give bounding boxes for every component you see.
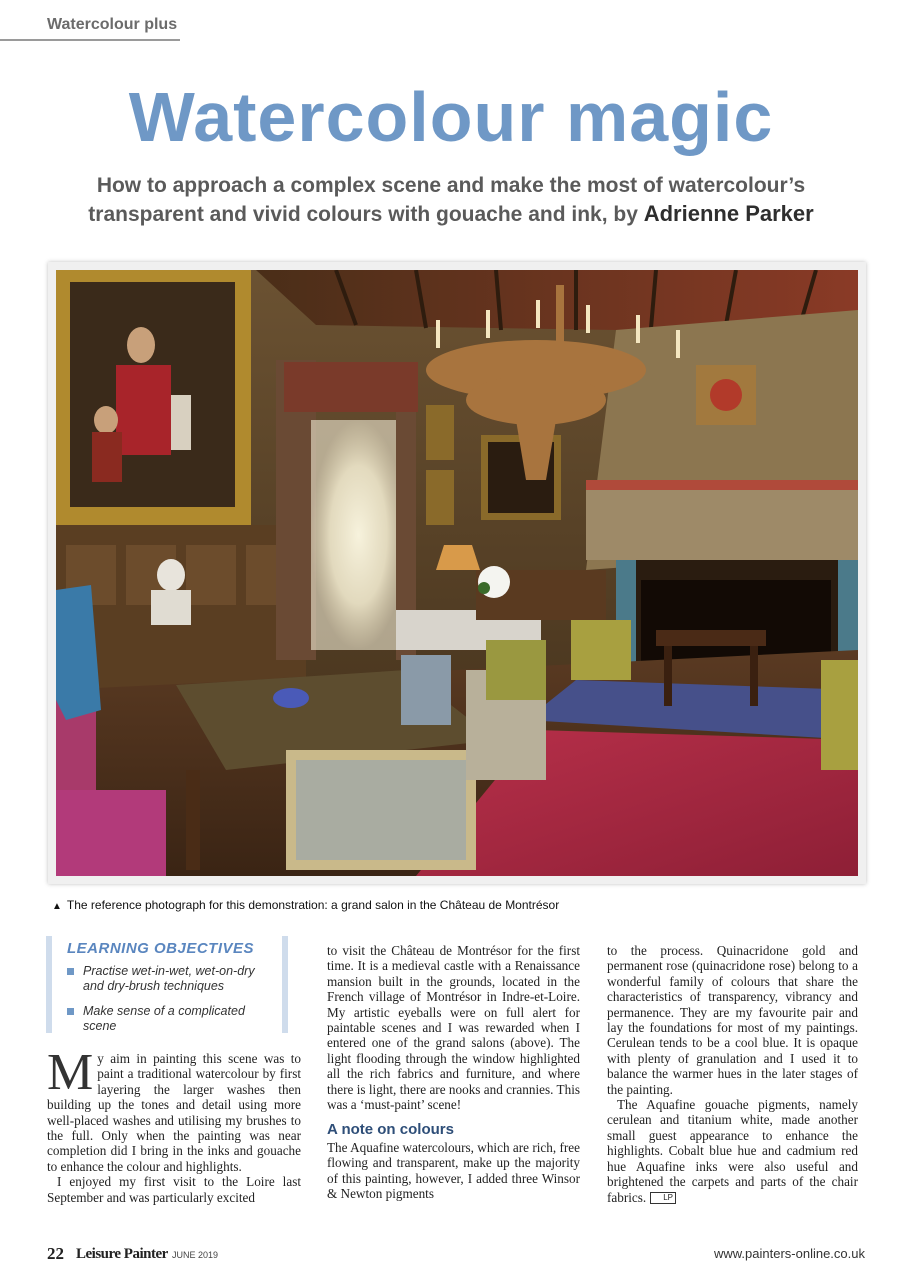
objective-text: Make sense of a complicated scene <box>83 1004 245 1033</box>
objectives-title: LEARNING OBJECTIVES <box>67 940 255 957</box>
learning-objectives-box <box>46 936 288 1033</box>
bullet-square-icon <box>67 1008 74 1015</box>
reference-photograph <box>56 270 858 876</box>
standfirst <box>60 172 842 229</box>
objective-text: Practise wet-in-wet, wet-on-dry and dry-brush techniques <box>83 964 255 993</box>
article-column-2 <box>327 943 580 1202</box>
article-title: Watercolour magic <box>128 78 774 156</box>
issue-date: JUNE 2019 <box>172 1250 219 1260</box>
paragraph: to the process. Quinacridone gold and permanent rose (quinacridone rose) belong to a wonderful family of colours that share the characteristics of transparency, vibrancy and permanence. They are my favourite pair and lay the foundations for most of my paintings. Cerulean tends to be a cool blue. It is opaque with plenty of granulation and I used it to balance the warmer hues in the later stages of the painting. <box>607 943 858 1097</box>
subheading: A note on colours <box>327 1121 454 1139</box>
page-number: 22 <box>47 1244 64 1263</box>
paragraph-text: y aim in painting this scene was to paint a traditional watercolour by first layering the larger washes then building up the tones and detail using more well-placed washes and utilising my brushes to the full. Only when the painting was near completion did I bring in the inks and gouache to enhance the colour and highlights. <box>47 1051 301 1174</box>
objective-item <box>67 1004 272 1034</box>
section-tag: Watercolour plus <box>47 16 178 33</box>
section-rule <box>0 39 180 41</box>
caption-text: The reference photograph for this demonstration: a grand salon in the Château de Montrésor <box>66 898 560 912</box>
article-column-3 <box>607 943 858 1205</box>
author-name: Adrienne Parker <box>643 201 814 226</box>
bullet-square-icon <box>67 968 74 975</box>
caption-marker: ▲ <box>52 901 62 912</box>
paragraph <box>607 1097 858 1205</box>
drop-cap: M <box>47 1044 94 1101</box>
standfirst-line-1: How to approach a complex scene and make the most of watercolour’s <box>96 174 806 197</box>
paragraph: I enjoyed my first visit to the Loire last September and was particularly excited <box>47 1174 301 1205</box>
end-mark-icon: LP <box>650 1192 676 1204</box>
paragraph <box>47 1044 301 1174</box>
objectives-bar-left <box>46 936 52 1033</box>
objectives-bar-right <box>282 936 288 1033</box>
paragraph: The Aquafine watercolours, which are rich, free flowing and transparent, make up the majority of this painting, however, I added three Winsor & Newton pigments <box>327 1139 580 1202</box>
paragraph-text: The Aquafine gouache pigments, namely cerulean and titanium white, made another small guest appearance to enhance the highlights. Cobalt blue hue and cadmium red hue Aquafine inks were also useful and brightened the carpets and parts of the chair fabrics. <box>607 1097 858 1205</box>
objective-item <box>67 964 272 994</box>
standfirst-line-2: transparent and vivid colours with gouache and ink, by <box>88 203 638 226</box>
article-column-1 <box>47 1044 301 1205</box>
website-url: www.painters-online.co.uk <box>713 1246 865 1261</box>
magazine-name: Leisure Painter <box>76 1246 168 1262</box>
photo-caption <box>52 898 559 912</box>
paragraph: to visit the Château de Montrésor for the first time. It is a medieval castle with a Renaissance mansion built in the grounds, located in the French village of Montrésor in Indre-et-Loire. My artistic eyeballs were on full alert for paintable scenes and I was rewarded when I entered one of the grand salons (above). The light flooding through the window highlighted all the rich fabrics and furniture, and where there is light, there are nooks and crannies. This was a ‘must-paint’ scene! <box>327 943 580 1113</box>
